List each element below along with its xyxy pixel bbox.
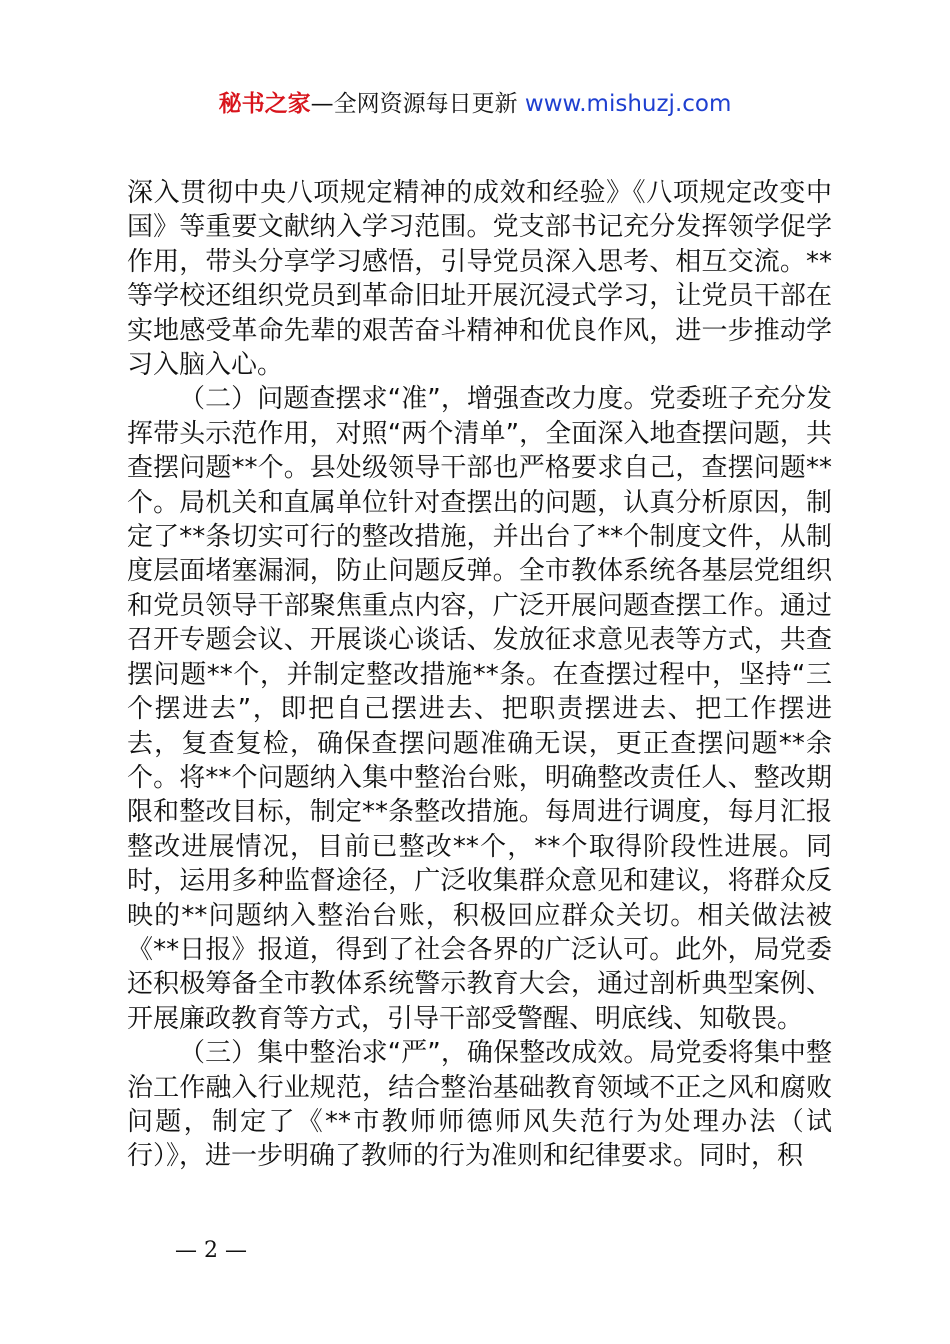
header-slogan: —全网资源每日更新 — [310, 91, 525, 117]
paragraph-problem-finding: （二）问题查摆求“准”，增强查改力度。党委班子充分发挥带头示范作用，对照“两个清单”，全面深入地查摆问题，共查摆问题**个。县处级领导干部也严格要求自己，查摆问题**个。局机关和直属单位针对查摆出的问题，认真分析原因，制定了**条切实可行的整改措施，并出台了**个制度文件，从制度层面堵塞漏洞，防止问题反弹。全市教体系统各基层党组织和党员领导干部聚焦重点内容，广泛开展问题查摆工作。通过召开专题会议、开展谈心谈话、发放征求意见表等方式，共查摆问题**个，并制定整改措施**条。在查摆过程中，坚持“三个摆进去”，即把自己摆进去、把职责摆进去、把工作摆进去，复查复检，确保查摆问题准确无误，更正查摆问题**余个。将**个问题纳入集中整治台账，明确整改责任人、整改期限和整改目标，制定**条整改措施。每周进行调度，每月汇报整改进展情况，目前已整改**个，**个取得阶段性进展。同时，运用多种监督途径，广泛收集群众意见和建议，将群众反映的**问题纳入整治台账，积极回应群众关切。相关做法被《**日报》报道，得到了社会各界的广泛认可。此外，局党委还积极筹备全市教体系统警示教育大会，通过剖析典型案例、开展廉政教育等方式，引导干部受警醒、明底线、知敬畏。 — [127, 384, 832, 1034]
paragraph-rectification: （三）集中整治求“严”，确保整改成效。局党委将集中整治工作融入行业规范，结合整治基础教育领域不正之风和腐败问题，制定了《**市教师师德师风失范行为处理办法（试行）》，进一步明确了教师的行为准则和纪律要求。同时，积 — [127, 1038, 832, 1172]
site-header — [0, 88, 950, 120]
page-number: — 2 — — [175, 1238, 247, 1263]
paragraph-continuation: 深入贯彻中央八项规定精神的成效和经验》《八项规定改变中国》等重要文献纳入学习范围。党支部书记充分发挥领学促学作用，带头分享学习感悟，引导党员深入思考、相互交流。**等学校还组织党员到革命旧址开展沉浸式学习，让党员干部在实地感受革命先辈的艰苦奋斗精神和优良作风，进一步推动学习入脑入心。 — [127, 178, 832, 381]
document-body — [127, 176, 832, 1174]
brand-name: 秘书之家 — [218, 91, 311, 117]
site-url-link[interactable]: www.mishuzj.com — [524, 91, 732, 117]
